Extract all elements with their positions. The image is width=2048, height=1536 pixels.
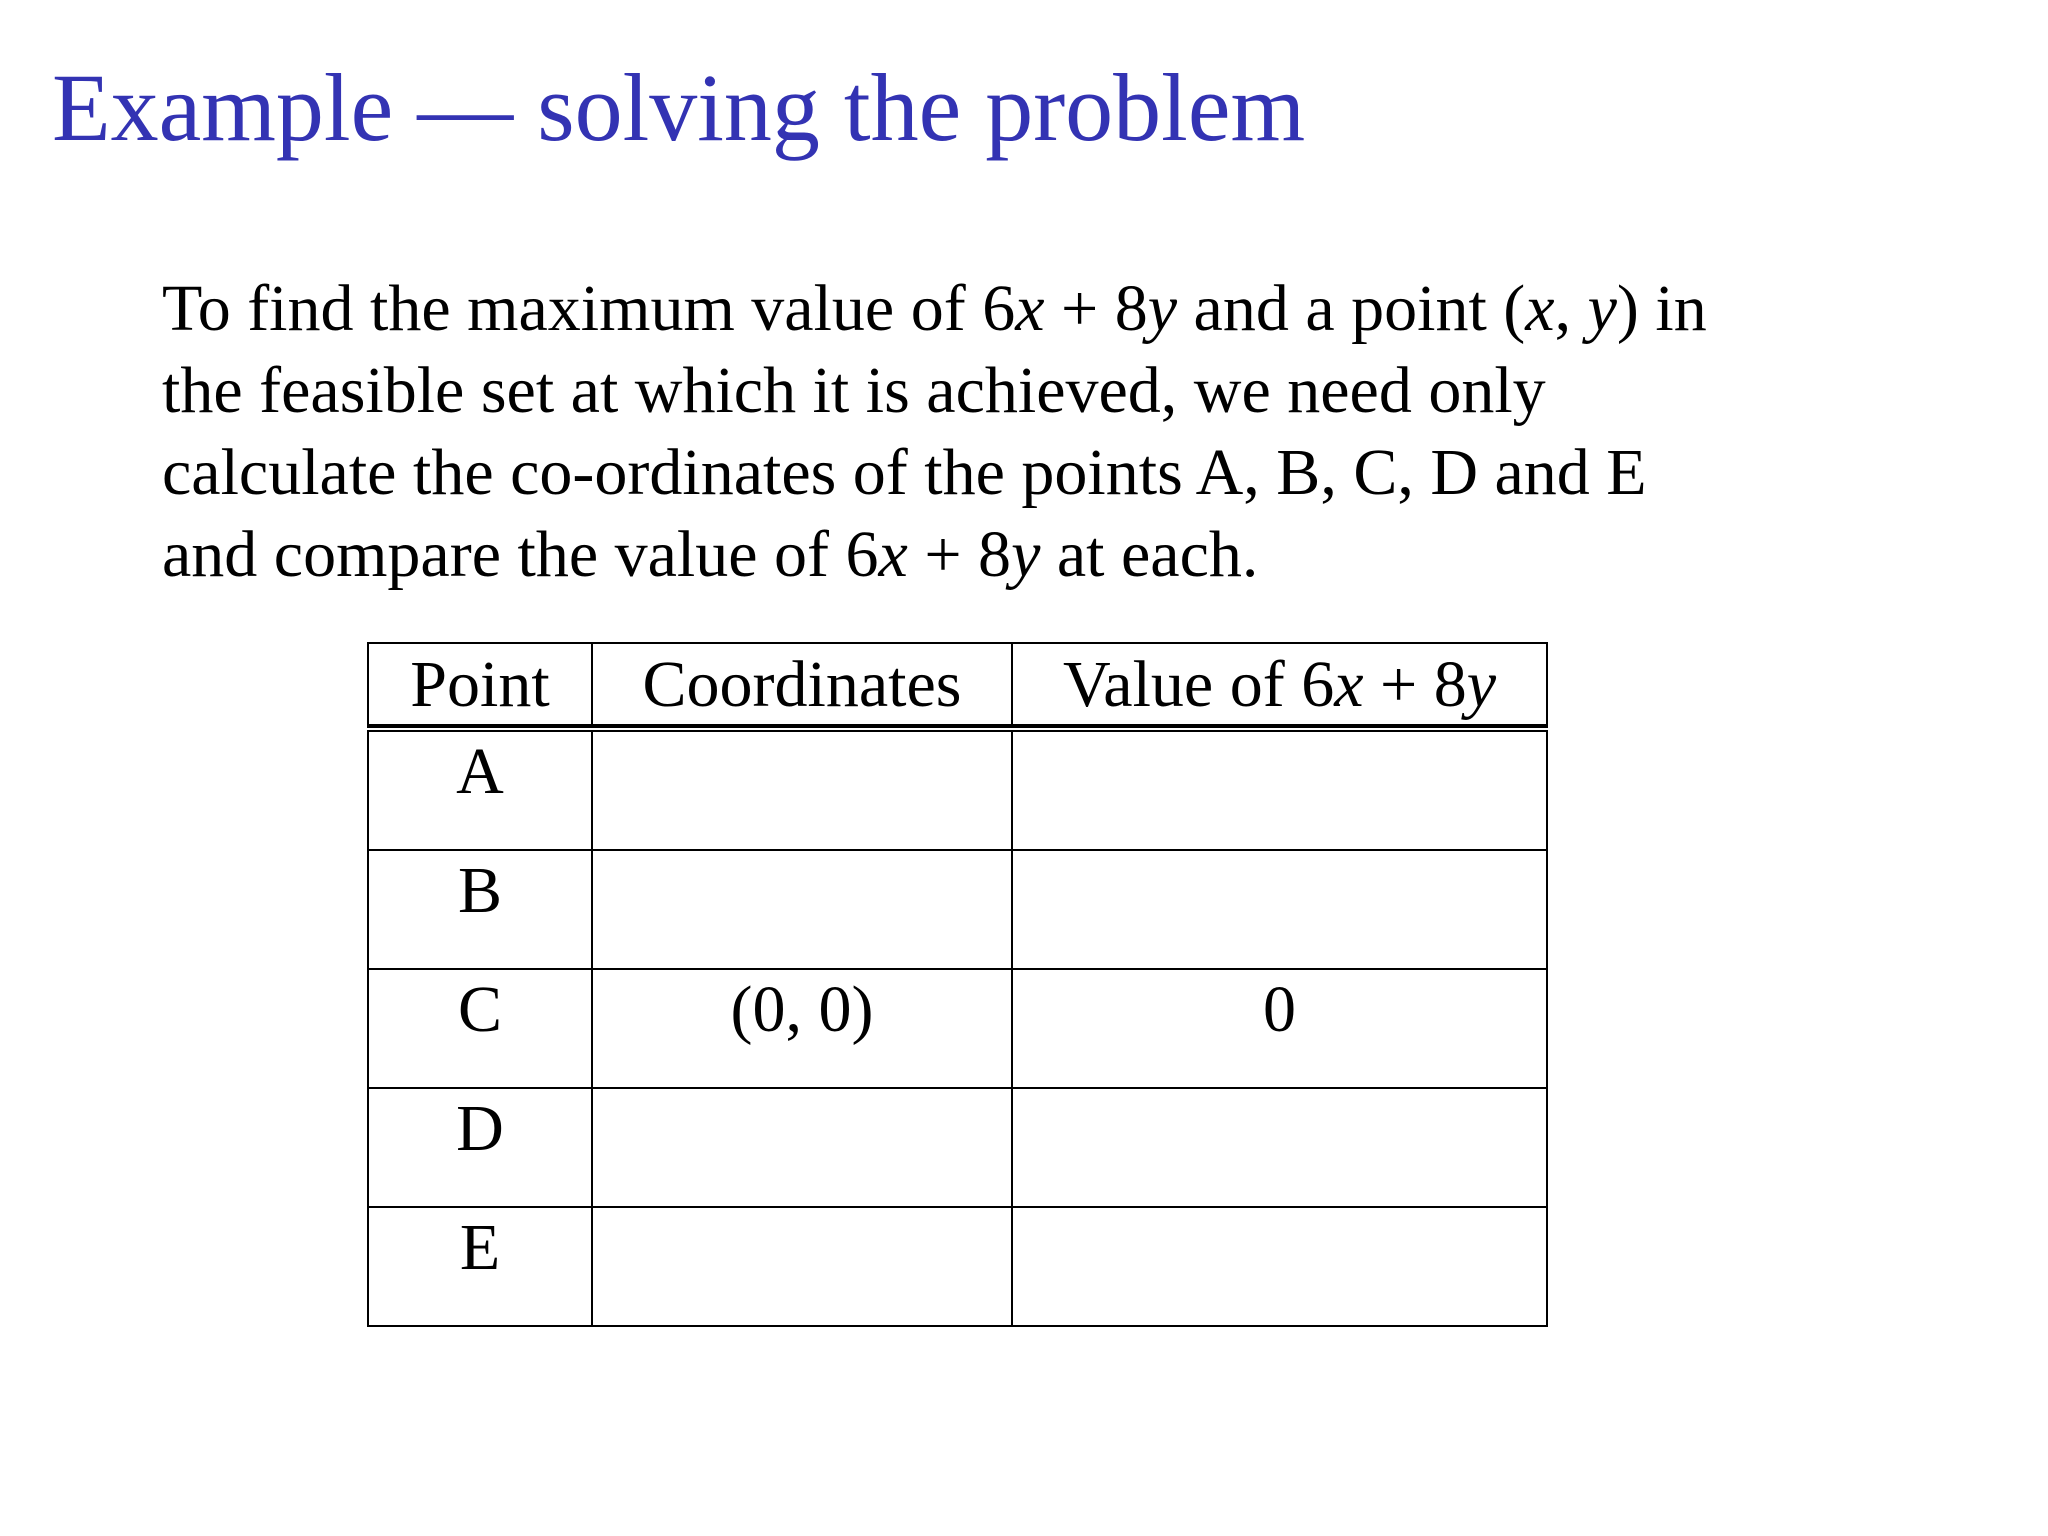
cell-point: D [368, 1088, 592, 1207]
header-coordinates: Coordinates [592, 643, 1012, 729]
cell-coordinates [592, 1207, 1012, 1326]
cell-value [1012, 1088, 1547, 1207]
header-value-text: + 8 [1363, 648, 1467, 721]
problem-line-2: the feasible set at which it is achieved, we need only [162, 354, 1546, 427]
cell-point: E [368, 1207, 592, 1326]
table-row [368, 729, 1547, 850]
table-row [368, 1207, 1547, 1326]
table-row [368, 969, 1547, 1088]
header-value-text: Value of 6 [1062, 648, 1335, 721]
math-variable-y: y [1466, 648, 1497, 721]
cell-point: B [368, 850, 592, 969]
math-variable-y: y [1147, 272, 1178, 345]
cell-point: C [368, 969, 592, 1088]
problem-text: + 8 [1044, 272, 1148, 345]
problem-text: , [1554, 272, 1588, 345]
problem-text: at each. [1040, 518, 1259, 591]
math-variable-x: x [1334, 648, 1364, 721]
math-variable-x: x [878, 518, 908, 591]
header-value [1012, 643, 1547, 729]
math-variable-y: y [1587, 272, 1617, 345]
problem-line-4 [162, 514, 1922, 596]
problem-text: and a point ( [1177, 272, 1526, 345]
header-point: Point [368, 643, 592, 729]
table-header-row [368, 643, 1547, 729]
math-variable-x: x [1015, 272, 1045, 345]
cell-point: A [368, 729, 592, 850]
cell-value [1012, 850, 1547, 969]
cell-coordinates [592, 729, 1012, 850]
slide-title: Example — solving the problem [52, 54, 1306, 161]
problem-text: ) in [1616, 272, 1707, 345]
cell-value [1012, 1207, 1547, 1326]
cell-coordinates: (0, 0) [592, 969, 1012, 1088]
problem-text: + 8 [907, 518, 1012, 591]
table-row [368, 1088, 1547, 1207]
cell-value: 0 [1012, 969, 1547, 1088]
problem-line-1 [162, 268, 1922, 350]
vertex-value-table [367, 642, 1548, 1327]
problem-statement [162, 268, 1922, 596]
math-variable-x: x [1525, 272, 1555, 345]
table-row [368, 850, 1547, 969]
problem-text: To find the maximum value of 6 [162, 272, 1016, 345]
cell-value [1012, 729, 1547, 850]
cell-coordinates [592, 1088, 1012, 1207]
problem-line-3: calculate the co-ordinates of the points A, B, C, D and E [162, 436, 1647, 509]
math-variable-y: y [1011, 518, 1041, 591]
problem-text: and compare the value of 6 [162, 518, 879, 591]
cell-coordinates [592, 850, 1012, 969]
